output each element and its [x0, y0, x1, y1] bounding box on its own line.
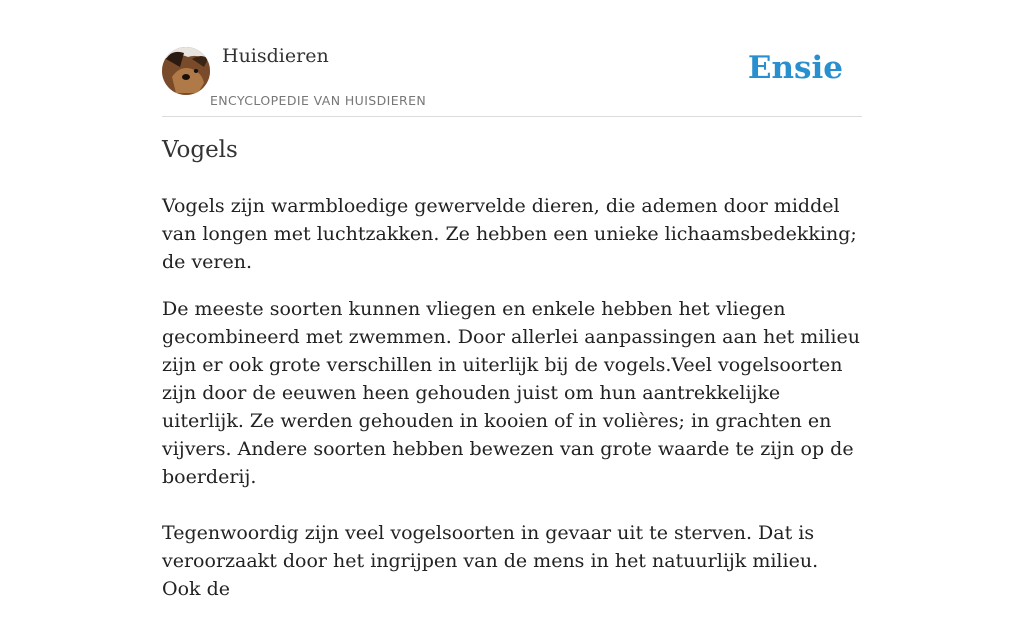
site-name[interactable]: Huisdieren [222, 45, 329, 67]
site-avatar[interactable] [162, 47, 210, 95]
page [162, 0, 862, 600]
dog-photo-icon [162, 47, 210, 95]
article-paragraph: Vogels zijn warmbloedige gewervelde dieren, die ademen door middel van longen met luchtzakken. Ze hebben een unieke lichaamsbedekking; de veren. [162, 195, 857, 273]
site-header [162, 0, 862, 117]
article-paragraph: Tegenwoordig zijn veel vogelsoorten in gevaar uit te sterven. Dat is veroorzaakt door het ingrijpen van de mens in het natuurlijk milieu. Ook de [162, 522, 819, 600]
article-title: Vogels [162, 137, 238, 163]
article-body [162, 192, 862, 622]
ensie-logo-link[interactable]: Ensie [747, 50, 843, 86]
site-subtitle: ENCYCLOPEDIE VAN HUISDIEREN [210, 93, 427, 108]
article-paragraph: De meeste soorten kunnen vliegen en enkele hebben het vliegen gecombineerd met zwemmen. Door allerlei aanpassingen aan het milieu zijn er ook grote verschillen in uiterlijk bij de vogels.Veel vogelsoorten zijn door de eeuwen heen gehouden juist om hun aantrekkelijke uiterlijk. Ze werden gehouden in kooien of in volières; in grachten en vijvers. Andere soorten hebben bewezen van grote waarde te zijn op de boerderij. [162, 298, 860, 488]
